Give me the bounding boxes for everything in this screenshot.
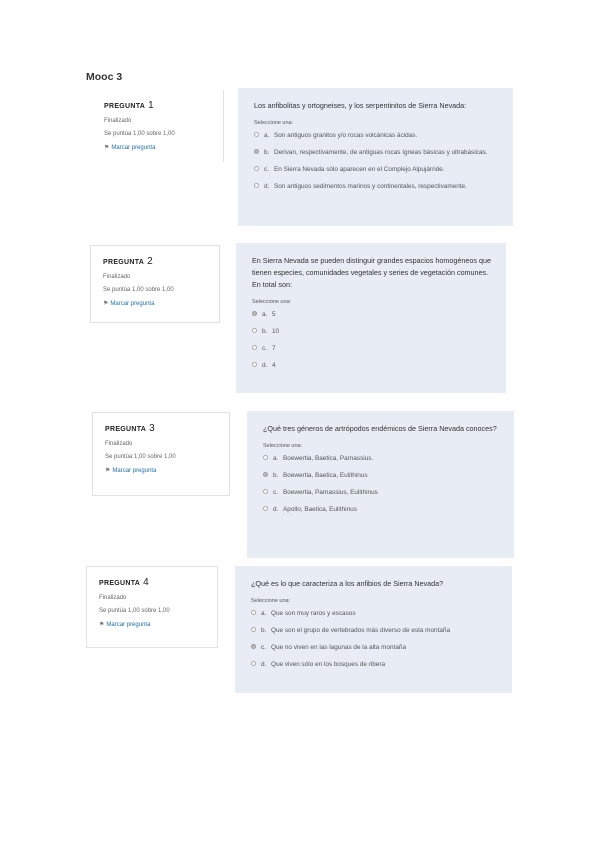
question-text: Los anfibolitas y ortogneises, y los serpentinitos de Sierra Nevada: [254, 101, 467, 110]
answer-option[interactable] [251, 626, 498, 635]
answer-option[interactable] [252, 310, 492, 319]
option-text: Apollo, Baetica, Eulithinus [283, 506, 357, 513]
document-title: Mooc 3 [86, 71, 123, 83]
radio-button-selected[interactable] [254, 149, 259, 154]
select-label: Seleccione una: [263, 443, 303, 449]
option-letter: d. [261, 661, 267, 668]
answer-option[interactable] [254, 131, 499, 140]
option-letter: c. [264, 166, 269, 173]
option-text: Son antiguos sedimentos marinos y continentales, respectivamente. [274, 183, 467, 190]
option-text: Boewertia, Baetica, Eulithinus [283, 472, 368, 479]
radio-button[interactable] [251, 610, 256, 615]
option-text: Que no viven en las lagunas de la alta montaña [271, 644, 407, 651]
question-score: Se puntúa 1,00 sobre 1,00 [103, 287, 174, 293]
radio-button[interactable] [263, 489, 268, 494]
radio-button-selected[interactable] [251, 644, 256, 649]
question-number: 4 [143, 577, 150, 588]
flag-icon: ⚑ [103, 301, 109, 307]
answer-option[interactable] [252, 361, 492, 370]
question-info-2 [90, 245, 220, 323]
option-letter: d. [262, 362, 268, 369]
option-letter: c. [262, 345, 267, 352]
question-info-4 [86, 566, 218, 648]
question-status: Finalizado [103, 274, 131, 280]
option-letter: a. [261, 610, 267, 617]
radio-button[interactable] [252, 328, 257, 333]
question-content-3 [247, 411, 514, 558]
option-letter: b. [261, 627, 267, 634]
answer-option[interactable] [251, 609, 498, 618]
radio-button-selected[interactable] [252, 311, 257, 316]
flag-question-link[interactable] [105, 467, 219, 474]
flag-question-label: Marcar pregunta [112, 468, 157, 474]
option-letter: b. [264, 149, 270, 156]
flag-question-label: Marcar pregunta [111, 145, 156, 151]
question-text: ¿Qué es lo que caracteriza a los anfibios de Sierra Nevada? [251, 579, 444, 588]
answer-option[interactable] [252, 344, 492, 353]
question-label: PREGUNTA [105, 426, 147, 433]
flag-question-link[interactable] [99, 621, 207, 628]
flag-question-link[interactable] [103, 300, 209, 307]
question-number: 3 [149, 423, 156, 434]
flag-icon: ⚑ [104, 145, 110, 151]
select-label: Seleccione una: [251, 598, 291, 604]
option-text: 4 [272, 362, 276, 369]
answer-option[interactable] [263, 505, 500, 514]
option-letter: a. [264, 132, 270, 139]
question-content-4 [235, 566, 512, 693]
flag-icon: ⚑ [99, 622, 105, 628]
option-text: Que son muy raros y escasos [271, 610, 356, 617]
radio-button[interactable] [254, 183, 259, 188]
question-content-1 [238, 88, 513, 226]
option-text: Que viven sólo en los bosques de ribera [271, 661, 386, 668]
answer-option[interactable] [254, 182, 499, 191]
radio-button-selected[interactable] [263, 472, 268, 477]
radio-button[interactable] [251, 627, 256, 632]
flag-icon: ⚑ [105, 468, 111, 474]
select-label: Seleccione una: [254, 120, 294, 126]
radio-button[interactable] [251, 661, 256, 666]
question-label: PREGUNTA [104, 103, 146, 110]
question-status: Finalizado [99, 595, 127, 601]
flag-question-label: Marcar pregunta [110, 301, 155, 307]
option-letter: b. [262, 328, 268, 335]
option-text: Derivan, respectivamente, de antiguas rocas ígneas básicas y ultrabásicas. [274, 149, 488, 156]
option-letter: a. [262, 311, 268, 318]
answer-option[interactable] [251, 643, 498, 652]
radio-button[interactable] [252, 345, 257, 350]
question-info-3 [92, 412, 230, 496]
option-text: 10 [272, 328, 280, 335]
answer-option[interactable] [254, 148, 499, 157]
question-status: Finalizado [105, 441, 133, 447]
answer-option[interactable] [251, 660, 498, 669]
option-letter: d. [264, 183, 270, 190]
answer-option[interactable] [263, 454, 500, 463]
question-score: Se puntúa 1,00 sobre 1,00 [104, 131, 175, 137]
option-text: 7 [272, 345, 276, 352]
question-label: PREGUNTA [99, 580, 141, 587]
answer-option[interactable] [263, 471, 500, 480]
question-content-2 [236, 243, 506, 393]
option-letter: c. [273, 489, 278, 496]
select-label: Seleccione una: [252, 299, 292, 305]
radio-button[interactable] [254, 132, 259, 137]
flag-question-label: Marcar pregunta [106, 622, 151, 628]
option-letter: b. [273, 472, 279, 479]
question-text: ¿Qué tres géneros de artrópodos endémicos de Sierra Nevada conoces? [263, 424, 497, 433]
answer-option[interactable] [263, 488, 500, 497]
answer-option[interactable] [254, 165, 499, 174]
option-letter: c. [261, 644, 266, 651]
question-score: Se puntúa 1,00 sobre 1,00 [99, 608, 170, 614]
option-text: Boewertia, Baetica, Parnassius. [283, 455, 374, 462]
option-text: En Sierra Nevada sólo aparecen en el Complejo Alpujárride. [274, 166, 445, 173]
option-letter: d. [273, 506, 279, 513]
flag-question-link[interactable] [104, 144, 213, 151]
question-info-1 [92, 90, 224, 162]
radio-button[interactable] [263, 506, 268, 511]
option-letter: a. [273, 455, 279, 462]
radio-button[interactable] [263, 455, 268, 460]
question-score: Se puntúa 1,00 sobre 1,00 [105, 454, 176, 460]
question-label: PREGUNTA [103, 259, 145, 266]
option-text: 5 [272, 311, 276, 318]
question-number: 1 [148, 100, 155, 111]
radio-button[interactable] [254, 166, 259, 171]
question-status: Finalizado [104, 118, 132, 124]
question-number: 2 [147, 256, 154, 267]
option-text: Son antiguos granitos y/o rocas volcánicas ácidas. [274, 132, 418, 139]
option-text: Que son el grupo de vertebrados más diverso de esta montaña [271, 627, 451, 634]
answer-option[interactable] [252, 327, 492, 336]
radio-button[interactable] [252, 362, 257, 367]
option-text: Boewertia, Parnassius, Eulithinus [283, 489, 378, 496]
question-text: En Sierra Nevada se pueden distinguir grandes espacios homogéneos que tienen especies, comunidades vegetales y series de vegetación comunes. En total son: [252, 256, 491, 289]
